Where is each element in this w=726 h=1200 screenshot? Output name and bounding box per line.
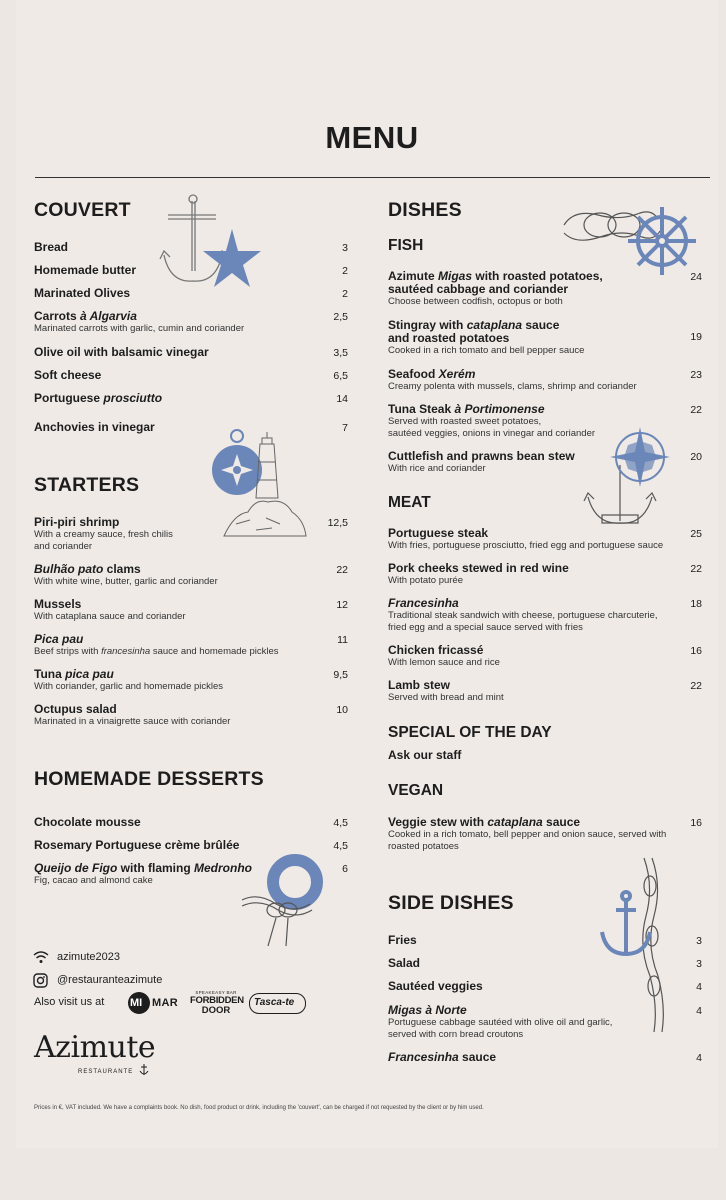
- dessert-item-price: 4,5: [333, 840, 348, 852]
- item-description: Fig, cacao and almond cake: [34, 875, 153, 886]
- item-name-text: Azimute: [388, 269, 439, 283]
- item-description: With coriander, garlic and homemade pickles: [34, 681, 224, 692]
- fish-item-price: 20: [690, 451, 702, 463]
- vegan-item: [388, 816, 666, 852]
- item-description: and coriander: [34, 540, 93, 552]
- compass-lighthouse-illustration: [210, 428, 310, 544]
- logo-anchor-icon: [139, 1063, 149, 1076]
- fish-item: [388, 319, 584, 357]
- item-description: With lemon sauce and rice: [388, 657, 500, 668]
- couvert-item-name: Homemade butter: [34, 263, 137, 277]
- item-name-italic: Migas à Norte: [388, 1003, 467, 1017]
- starter-item: [34, 703, 230, 728]
- starter-item: [34, 633, 279, 658]
- item-name: Piri-piri shrimp: [34, 515, 120, 529]
- item-name-italic: cataplana: [466, 318, 523, 332]
- desserts-heading: HOMEMADE DESSERTS: [34, 768, 264, 790]
- starter-item-price: 12: [336, 599, 348, 611]
- item-description: With cataplana sauce and coriander: [34, 611, 186, 622]
- also-visit-label: Also visit us at: [34, 996, 105, 1008]
- item-name-text: with roasted potatoes,: [472, 269, 603, 283]
- item-description: Creamy polenta with mussels, clams, shrimp and coriander: [388, 381, 637, 392]
- dessert-item-name: Chocolate mousse: [34, 815, 141, 829]
- item-name-italic: pica pau: [65, 667, 114, 681]
- item-name-italic: Pica pau: [34, 632, 84, 646]
- item-name-text: Stingray with: [388, 318, 467, 332]
- item-name-text: sauce: [542, 815, 581, 829]
- item-description-text: sauce and homemade pickles: [150, 646, 279, 657]
- item-name-text: sauce: [522, 318, 560, 332]
- item-name-italic: Migas: [438, 269, 473, 283]
- meat-item-price: 18: [690, 598, 702, 610]
- special-heading: SPECIAL OF THE DAY: [388, 724, 552, 741]
- wifi-network: azimute2023: [57, 951, 120, 963]
- meat-item: [388, 644, 500, 669]
- item-description: Marinated carrots with garlic, cumin and coriander: [34, 323, 245, 334]
- item-description: roasted potatoes: [388, 840, 459, 852]
- item-name-text: with flaming: [117, 861, 195, 875]
- forbidden-door-logo: FORBIDDEN: [190, 995, 244, 1006]
- item-name-text: Seafood: [388, 367, 439, 381]
- item-name-text: Tuna: [34, 667, 66, 681]
- couvert-item-price: 6,5: [333, 370, 348, 382]
- item-name-italic: Francesinha: [388, 1050, 459, 1064]
- item-name: Chicken fricassé: [388, 643, 484, 657]
- item-name-italic: Medronho: [194, 861, 253, 875]
- meat-item: [388, 527, 663, 552]
- side-item-price: 3: [696, 958, 702, 970]
- item-name: Octupus salad: [34, 702, 117, 716]
- vegan-heading: VEGAN: [388, 782, 444, 799]
- item-name: Lamb stew: [388, 678, 451, 692]
- item-description: With fries, portuguese prosciutto, fried egg and portuguese sauce: [388, 540, 664, 551]
- item-name: Cuttlefish and prawns bean stew: [388, 449, 575, 463]
- starter-item: [34, 598, 186, 623]
- item-name-text: sauce: [458, 1050, 497, 1064]
- meat-item-price: 25: [690, 528, 702, 540]
- vegan-item-price: 16: [690, 817, 702, 829]
- starter-item-price: 22: [336, 564, 348, 576]
- fish-item-price: 19: [690, 331, 702, 343]
- item-description: sautéed veggies, onions in vinegar and coriander: [388, 427, 596, 439]
- item-name-italic: Xerém: [438, 367, 476, 381]
- fish-item-price: 22: [690, 404, 702, 416]
- meat-item: [388, 562, 569, 587]
- couvert-item-price: 14: [336, 393, 348, 405]
- dessert-item-price: 4,5: [333, 817, 348, 829]
- item-description-text: Beef strips with: [34, 646, 102, 657]
- item-name-text: Carrots: [34, 309, 81, 323]
- couvert-item-price: 2: [342, 288, 348, 300]
- meat-item-price: 22: [690, 563, 702, 575]
- item-name: Mussels: [34, 597, 82, 611]
- item-description: With potato purée: [388, 575, 463, 586]
- item-name-line2: sautéed cabbage and coriander: [388, 282, 569, 296]
- item-name-line2: and roasted potatoes: [388, 331, 510, 345]
- item-name-italic: cataplana: [487, 815, 543, 829]
- fish-item-price: 24: [690, 271, 702, 283]
- meat-item-price: 16: [690, 645, 702, 657]
- item-description: Marinated in a vinaigrette sauce with coriander: [34, 716, 231, 727]
- meat-item: [388, 597, 658, 633]
- dishes-heading: DISHES: [388, 199, 462, 221]
- item-description: fried egg and a special sauce served with fries: [388, 621, 583, 633]
- fish-item: [388, 450, 575, 475]
- couvert-item-name: Olive oil with balsamic vinegar: [34, 345, 209, 359]
- side-item: [388, 1004, 612, 1040]
- item-description: With a creamy sauce, fresh chilis: [34, 529, 173, 540]
- starter-item-price: 10: [336, 704, 348, 716]
- starter-item-price: 12,5: [327, 517, 348, 529]
- couvert-item-price: 3: [342, 242, 348, 254]
- item-description: Cooked in a rich tomato, bell pepper and onion sauce, served with: [388, 829, 667, 840]
- azimute-logo: Azimute: [34, 1030, 156, 1065]
- side-item-name: Sautéed veggies: [388, 979, 483, 993]
- item-name-italic: Francesinha: [388, 596, 459, 610]
- forbidden-door-tagline: SPEAKEASY BAR: [195, 990, 237, 995]
- couvert-item-name: Soft cheese: [34, 368, 102, 382]
- mimar-logo-text: MI: [130, 997, 143, 1009]
- mimar-logo-text: MAR: [152, 997, 178, 1009]
- couvert-heading: COUVERT: [34, 199, 131, 221]
- item-name-text: Veggie stew with: [388, 815, 488, 829]
- anchor-starfish-illustration: [158, 193, 270, 301]
- meat-item-price: 22: [690, 680, 702, 692]
- starter-item: [34, 563, 218, 588]
- item-description: Served with roasted sweet potatoes,: [388, 416, 542, 427]
- fish-heading: FISH: [388, 237, 424, 254]
- item-name-italic: à Portimonense: [454, 402, 545, 416]
- item-description: Served with bread and mint: [388, 692, 504, 703]
- starter-item: [34, 668, 223, 693]
- special-text: Ask our staff: [388, 748, 462, 762]
- item-description: Cooked in a rich tomato and bell pepper sauce: [388, 345, 585, 356]
- starters-heading: STARTERS: [34, 474, 140, 496]
- starter-item-price: 9,5: [333, 669, 348, 681]
- dessert-item: [34, 862, 252, 887]
- title-divider: [35, 177, 710, 178]
- starter-item: [34, 516, 173, 552]
- menu-title: MENU: [325, 120, 419, 155]
- meat-item: [388, 679, 504, 704]
- side-item-name: Fries: [388, 933, 417, 947]
- item-name: Pork cheeks stewed in red wine: [388, 561, 569, 575]
- couvert-item-price: 7: [342, 422, 348, 434]
- fish-item: [388, 403, 595, 439]
- side-item-price: 4: [696, 981, 702, 993]
- meat-heading: MEAT: [388, 494, 431, 511]
- item-name-text: Tuna Steak: [388, 402, 455, 416]
- side-dishes-heading: SIDE DISHES: [388, 892, 514, 914]
- item-description: Choose between codfish, octopus or both: [388, 296, 563, 307]
- item-name-italic: à Algarvia: [80, 309, 137, 323]
- side-item-price: 4: [696, 1052, 702, 1064]
- couvert-item-price: 2: [342, 265, 348, 277]
- fish-item-price: 23: [690, 369, 702, 381]
- side-item-name: Salad: [388, 956, 421, 970]
- instagram-icon: [33, 973, 48, 988]
- couvert-item-name: Marinated Olives: [34, 286, 131, 300]
- lifebuoy-knot-illustration: [238, 852, 328, 948]
- item-description: With white wine, butter, garlic and coriander: [34, 576, 218, 587]
- couvert-item-price: 3,5: [333, 347, 348, 359]
- azimute-logo-subtitle: RESTAURANTE: [78, 1069, 134, 1075]
- side-item-price: 4: [696, 1005, 702, 1017]
- item-name-text: clams: [103, 562, 141, 576]
- legal-disclaimer: Prices in €, VAT included. We have a complaints book. No dish, food product or drink, including the 'couvert', can be charged if not requested by the client or by him used.: [34, 1105, 484, 1111]
- item-description-italic: francesinha: [101, 646, 151, 657]
- couvert-item-price: 2,5: [333, 311, 348, 323]
- couvert-item: [34, 310, 244, 335]
- instagram-handle[interactable]: @restauranteazimute: [57, 974, 163, 986]
- item-name-italic: Queijo de Figo: [34, 861, 118, 875]
- dessert-item-price: 6: [342, 863, 348, 875]
- side-item-price: 3: [696, 935, 702, 947]
- compass-rose-anchor-illustration: [582, 425, 678, 529]
- couvert-item: [34, 392, 162, 405]
- item-description: With rice and coriander: [388, 463, 486, 474]
- fish-item: [388, 368, 637, 393]
- couvert-item-name: Bread: [34, 240, 69, 254]
- side-item: [388, 1051, 496, 1064]
- item-name: Portuguese steak: [388, 526, 489, 540]
- item-name-text: Portuguese: [34, 391, 104, 405]
- item-description: Traditional steak sandwich with cheese, portuguese charcuterie,: [388, 610, 658, 621]
- item-description: Portuguese cabbage sautéed with olive oil and garlic,: [388, 1017, 613, 1028]
- forbidden-door-logo: DOOR: [201, 1005, 231, 1016]
- fish-item: [388, 270, 603, 308]
- item-name-italic: prosciutto: [103, 391, 163, 405]
- wifi-icon: [33, 950, 49, 964]
- dessert-item-name: Rosemary Portuguese crème brûlée: [34, 838, 240, 852]
- starter-item-price: 11: [337, 634, 348, 646]
- couvert-item-name: Anchovies in vinegar: [34, 420, 155, 434]
- item-name-italic: Bulhão pato: [34, 562, 104, 576]
- item-description: served with corn bread croutons: [388, 1028, 524, 1040]
- tasca-logo: Tasca-te: [254, 997, 295, 1008]
